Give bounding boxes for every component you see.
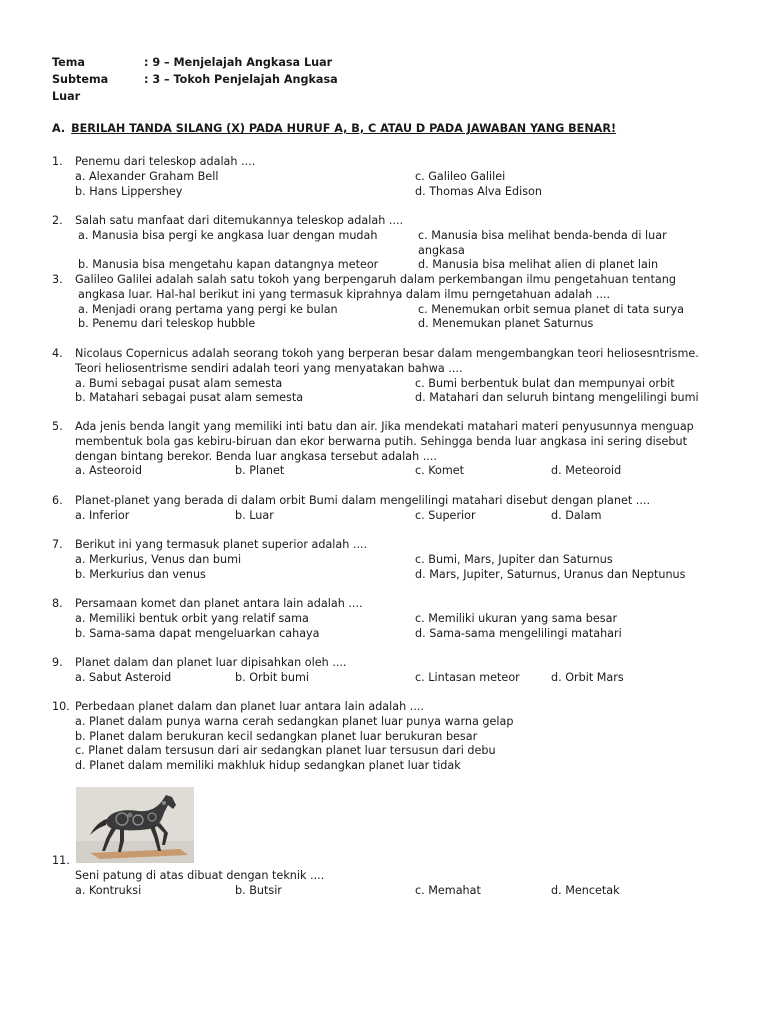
question-stem-line: membentuk bola gas kebiru-biruan dan ekor berwarna putih. Sehingga benda luar angkasa ini sering disebut xyxy=(75,434,687,448)
question-stem: Persamaan komet dan planet antara lain adalah .... xyxy=(75,597,363,610)
option-c[interactable]: c. Superior xyxy=(415,508,476,522)
option-c[interactable]: c. Manusia bisa melihat benda-benda di luar angkasa xyxy=(418,228,667,257)
question-stem-line: Ada jenis benda langit yang memiliki inti batu dan air. Jika mendekati matahari materi penyusunnya menguap xyxy=(75,420,694,433)
question-stem: Salah satu manfaat dari ditemukannya teleskop adalah .... xyxy=(75,214,404,227)
option-a[interactable]: a. Bumi sebagai pusat alam semesta xyxy=(75,376,283,390)
section-title: BERILAH TANDA SILANG (X) PADA HURUF A, B, C ATAU D PADA JAWABAN YANG BENAR! xyxy=(71,122,617,135)
question-3 xyxy=(52,273,714,332)
section-letter: A. xyxy=(52,122,66,135)
question-stem-line: dengan bintang berekor. Benda luar angkasa tersebut adalah .... xyxy=(75,449,437,463)
option-a[interactable]: a. Inferior xyxy=(75,508,130,522)
question-number: 2. xyxy=(52,214,63,227)
question-stem-line: Teori heliosentrisme sendiri adalah teori yang menyatakan bahwa .... xyxy=(75,361,463,375)
option-d[interactable]: d. Orbit Mars xyxy=(551,670,624,684)
option-a[interactable]: a. Sabut Asteroid xyxy=(75,670,172,684)
question-number: 1. xyxy=(52,155,63,168)
option-b[interactable]: b. Merkurius dan venus xyxy=(75,567,206,581)
option-a[interactable]: a. Planet dalam punya warna cerah sedangkan planet luar punya warna gelap xyxy=(75,714,514,728)
option-c[interactable]: c. Planet dalam tersusun dari air sedangkan planet luar tersusun dari debu xyxy=(75,744,496,758)
option-d[interactable]: d. Matahari dan seluruh bintang mengelilingi bumi xyxy=(415,391,699,405)
section-heading xyxy=(52,122,616,137)
option-c[interactable]: c. Komet xyxy=(415,464,465,478)
option-a[interactable]: a. Merkurius, Venus dan bumi xyxy=(75,552,242,566)
option-b[interactable]: b. Manusia bisa mengetahu kapan datangnya meteor xyxy=(78,258,379,272)
option-d[interactable]: d. Mencetak xyxy=(551,883,620,897)
options xyxy=(78,229,714,273)
option-d[interactable]: d. Sama-sama mengelilingi matahari xyxy=(415,626,622,640)
tema-value: : 9 – Menjelajah Angkasa Luar xyxy=(144,56,333,69)
question-7 xyxy=(52,538,714,582)
option-c[interactable]: c. Bumi berbentuk bulat dan mempunyai orbit xyxy=(415,376,675,390)
option-d[interactable]: d. Thomas Alva Edison xyxy=(415,184,542,198)
option-b[interactable]: b. Butsir xyxy=(235,883,282,897)
options xyxy=(75,715,714,774)
question-stem: Penemu dari teleskop adalah .... xyxy=(75,155,256,168)
options xyxy=(75,671,714,686)
question-stem: Planet dalam dan planet luar dipisahkan oleh .... xyxy=(75,656,347,669)
option-d[interactable]: d. Mars, Jupiter, Saturnus, Uranus dan Neptunus xyxy=(415,567,686,581)
option-c[interactable]: c. Memiliki ukuran yang sama besar xyxy=(415,611,618,625)
options xyxy=(78,303,714,333)
question-2 xyxy=(52,214,714,273)
option-c[interactable]: c. Lintasan meteor xyxy=(415,670,520,684)
horse-sculpture-image xyxy=(76,787,194,863)
option-b[interactable]: b. Matahari sebagai pusat alam semesta xyxy=(75,391,304,405)
options xyxy=(75,884,714,899)
options xyxy=(75,612,714,642)
option-d[interactable]: d. Planet dalam memiliki makhluk hidup sedangkan planet luar tidak xyxy=(75,759,461,773)
option-d[interactable]: d. Dalam xyxy=(551,508,602,522)
option-d[interactable]: d. Manusia bisa melihat alien di planet lain xyxy=(418,258,659,272)
question-number: 3. xyxy=(52,273,63,286)
tema-label: Tema xyxy=(52,56,85,69)
question-stem-line: Nicolaus Copernicus adalah seorang tokoh yang berperan besar dalam mengembangkan teori heliosesntrisme. xyxy=(75,347,699,360)
question-6 xyxy=(52,494,714,524)
option-a[interactable]: a. Alexander Graham Bell xyxy=(75,169,219,183)
question-4 xyxy=(52,347,714,406)
question-10 xyxy=(52,700,714,774)
options xyxy=(75,553,714,583)
option-b[interactable]: b. Orbit bumi xyxy=(235,670,309,684)
option-a[interactable]: a. Menjadi orang pertama yang pergi ke bulan xyxy=(78,302,338,316)
option-c[interactable]: c. Bumi, Mars, Jupiter dan Saturnus xyxy=(415,552,613,566)
question-number: 8. xyxy=(52,597,63,610)
options xyxy=(75,170,714,200)
options xyxy=(75,464,714,479)
question-8 xyxy=(52,597,714,641)
question-number: 11. xyxy=(52,854,70,867)
option-b[interactable]: b. Sama-sama dapat mengeluarkan cahaya xyxy=(75,626,320,640)
options xyxy=(75,509,714,524)
option-b[interactable]: b. Luar xyxy=(235,508,274,522)
question-stem: Berikut ini yang termasuk planet superior adalah .... xyxy=(75,538,368,551)
option-d[interactable]: d. Meteoroid xyxy=(551,464,622,478)
option-a[interactable]: a. Manusia bisa pergi ke angkasa luar dengan mudah xyxy=(78,228,378,242)
option-c[interactable]: c. Menemukan orbit semua planet di tata surya xyxy=(418,302,685,316)
question-11-body xyxy=(52,869,714,899)
question-stem-line: angkasa luar. Hal-hal berikut ini yang termasuk kiprahnya dalam ilmu perngetahuan adalah .... xyxy=(78,287,611,301)
question-number: 9. xyxy=(52,656,63,669)
question-9 xyxy=(52,656,714,686)
option-a[interactable]: a. Memiliki bentuk orbit yang relatif sama xyxy=(75,611,309,625)
option-b[interactable]: b. Planet xyxy=(235,464,285,478)
options xyxy=(75,377,714,407)
option-b[interactable]: b. Planet dalam berukuran kecil sedangkan planet luar berukuran besar xyxy=(75,729,478,743)
option-a[interactable]: a. Kontruksi xyxy=(75,883,142,897)
option-c[interactable]: c. Galileo Galilei xyxy=(415,169,506,183)
option-c[interactable]: c. Memahat xyxy=(415,883,481,897)
question-number: 10. xyxy=(52,700,70,713)
question-number: 4. xyxy=(52,347,63,360)
question-number: 7. xyxy=(52,538,63,551)
option-b[interactable]: b. Hans Lippershey xyxy=(75,184,183,198)
option-a[interactable]: a. Asteoroid xyxy=(75,464,142,478)
question-number: 5. xyxy=(52,420,63,433)
question-stem: Perbedaan planet dalam dan planet luar antara lain adalah .... xyxy=(75,700,424,713)
question-1 xyxy=(52,155,714,199)
option-d[interactable]: d. Menemukan planet Saturnus xyxy=(418,317,594,331)
question-5 xyxy=(52,420,714,479)
question-stem: Seni patung di atas dibuat dengan teknik .... xyxy=(75,869,325,882)
subtema-continuation: Luar xyxy=(52,90,81,103)
subtema-value: : 3 – Tokoh Penjelajah Angkasa xyxy=(144,73,338,86)
question-stem-line: Galileo Galilei adalah salah satu tokoh yang berpengaruh dalam perkembangan ilmu pengetahuan tentang xyxy=(75,273,676,286)
subtema-label: Subtema xyxy=(52,73,109,86)
question-stem: Planet-planet yang berada di dalam orbit Bumi dalam mengelilingi matahari disebut dengan planet .... xyxy=(75,494,650,507)
option-b[interactable]: b. Penemu dari teleskop hubble xyxy=(78,317,256,331)
question-number: 6. xyxy=(52,494,63,507)
